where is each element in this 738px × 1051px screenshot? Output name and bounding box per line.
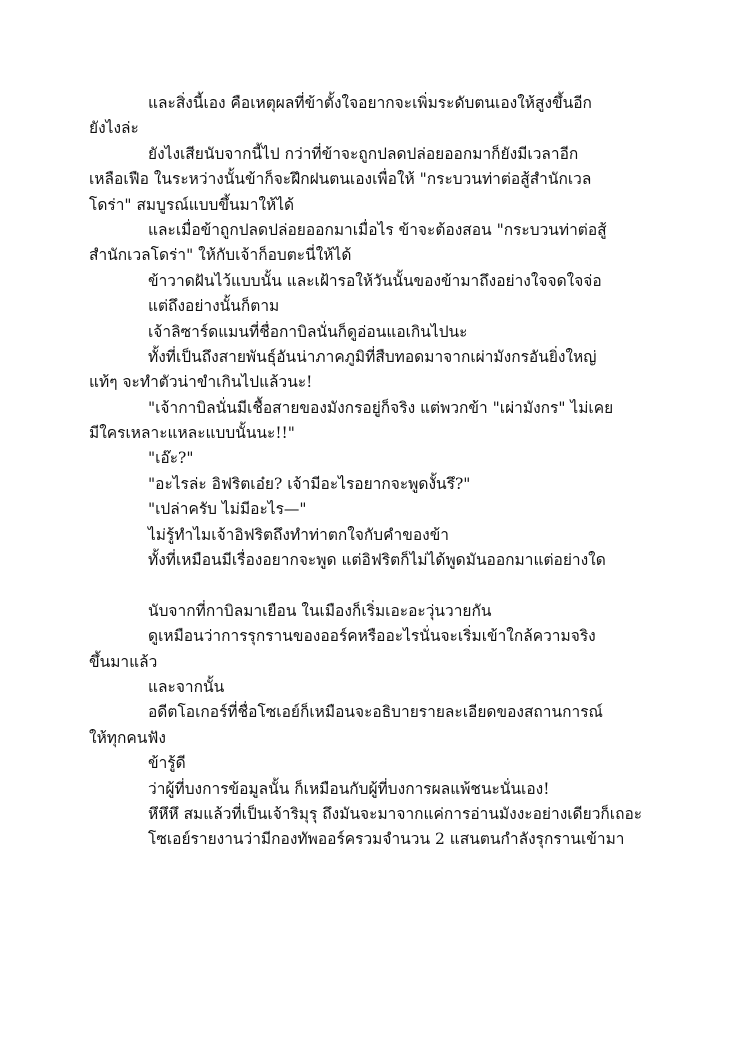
text-line: และเมื่อข้าถูกปลดปล่อยออกมาเมื่อไร ข้าจะต้องสอน "กระบวนท่าต่อสู้ bbox=[148, 220, 607, 239]
text-line: และจากนั้น bbox=[148, 677, 225, 696]
text-line: เจ้าลิซาร์ดแมนที่ชื่อกาบิลนั่นก็ดูอ่อนแอเกินไปนะ bbox=[148, 322, 468, 341]
text-line: "เปล่าครับ ไม่มีอะไร—" bbox=[148, 500, 307, 519]
text-line: ให้ทุกคนฟัง bbox=[89, 728, 166, 747]
text-line: "เอ๊ะ?" bbox=[148, 449, 194, 468]
text-line: ข้ารู้ดี bbox=[148, 754, 186, 773]
text-line: ข้าวาดฝันไว้แบบนั้น และเฝ้ารอให้วันนั้นของข้ามาถึงอย่างใจจดใจจ่อ bbox=[148, 271, 602, 290]
text-line: ทั้งที่เป็นถึงสายพันธุ์อันน่าภาคภูมิที่สืบทอดมาจากเผ่ามังกรอันยิ่งใหญ่ bbox=[148, 347, 597, 366]
text-line: หึหึหึ สมแล้วที่เป็นเจ้าริมุรุ ถึงมันจะมาจากแค่การอ่านมังงะอย่างเดียวก็เถอะ bbox=[148, 804, 643, 823]
text-line: อดีตโอเกอร์ที่ชื่อโซเอย์ก็เหมือนจะอธิบายรายละเอียดของสถานการณ์ bbox=[148, 703, 603, 722]
text-line: "เจ้ากาบิลนั่นมีเชื้อสายของมังกรอยู่ก็จริง แต่พวกข้า "เผ่ามังกร" ไม่เคย bbox=[148, 398, 614, 417]
text-line: "อะไรล่ะ อิฟริตเอ๋ย? เจ้ามีอะไรอยากจะพูดงั้นรึ?" bbox=[148, 474, 471, 493]
text-line: ยังไงเสียนับจากนี้ไป กว่าที่ข้าจะถูกปลดปล่อยออกมาก็ยังมีเวลาอีก bbox=[148, 144, 579, 163]
text-line: ขึ้นมาแล้ว bbox=[89, 652, 158, 671]
text-line: นับจากที่กาบิลมาเยือน ในเมืองก็เริ่มเอะอะวุ่นวายกัน bbox=[148, 601, 492, 620]
text-line: ว่าผู้ที่บงการข้อมูลนั้น ก็เหมือนกับผู้ที่บงการผลแพ้ชนะนั่นเอง! bbox=[148, 779, 550, 798]
text-line: แต่ถึงอย่างนั้นก็ตาม bbox=[148, 297, 280, 316]
text-line: มีใครเหลาะแหละแบบนั้นนะ!!" bbox=[89, 424, 295, 443]
text-line: โซเอย์รายงานว่ามีกองทัพออร์ครวมจำนวน 2 แสนตนกำลังรุกรานเข้ามา bbox=[148, 830, 625, 849]
text-line: ไม่รู้ทำไมเจ้าอิฟริตถึงทำท่าตกใจกับคำของข้า bbox=[148, 525, 449, 544]
text-line: ทั้งที่เหมือนมีเรื่องอยากจะพูด แต่อิฟริตก็ไม่ได้พูดมันออกมาแต่อย่างใด bbox=[148, 551, 606, 570]
text-line: แท้ๆ จะทำตัวน่าขำเกินไปแล้วนะ! bbox=[89, 373, 313, 392]
text-line: ดูเหมือนว่าการรุกรานของออร์คหรืออะไรนั่นจะเริ่มเข้าใกล้ความจริง bbox=[148, 627, 596, 646]
text-line: โดร่า" สมบูรณ์แบบขึ้นมาให้ได้ bbox=[89, 195, 295, 214]
text-line: เหลือเฟือ ในระหว่างนั้นข้าก็จะฝึกฝนตนเองเพื่อให้ "กระบวนท่าต่อสู้สำนักเวล bbox=[89, 170, 592, 189]
text-line: และสิ่งนี้เอง คือเหตุผลที่ข้าตั้งใจอยากจะเพิ่มระดับตนเองให้สูงขึ้นอีก bbox=[148, 94, 592, 112]
text-line: ยังไงล่ะ bbox=[89, 119, 139, 138]
body-text bbox=[89, 91, 649, 853]
blank-line bbox=[89, 573, 649, 598]
text-line: สำนักเวลโดร่า" ให้กับเจ้าก็อบตะนี่ให้ได้ bbox=[89, 246, 352, 265]
